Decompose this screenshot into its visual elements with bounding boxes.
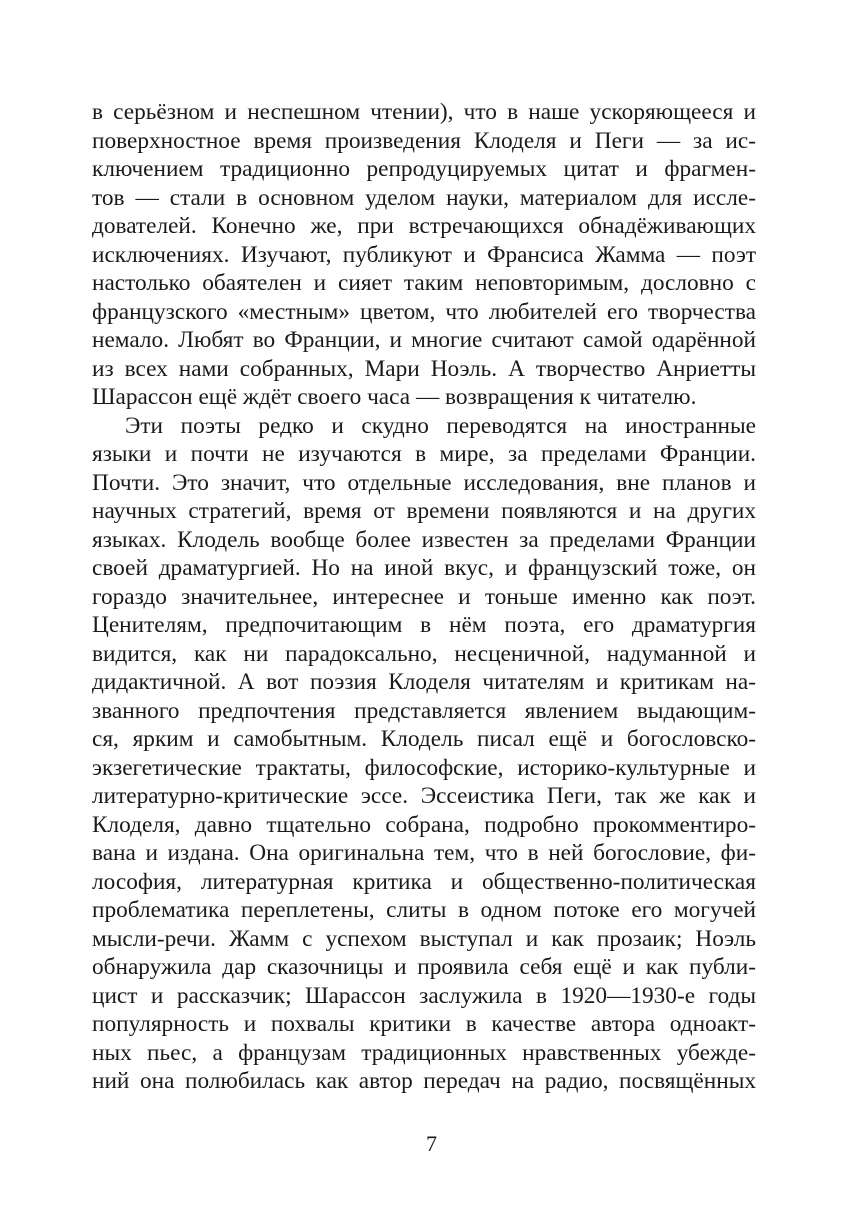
text-line: званного предпочтения представляется явлением выдающим-	[92, 697, 756, 724]
paragraph-1	[92, 98, 756, 412]
text-line: экзегетические трактаты, философские, историко-культурные и	[92, 754, 756, 781]
text-line: цист и рассказчик; Шарассон заслужила в 1920—1930-е годы	[92, 982, 756, 1009]
text-line: в серьёзном и неспешном чтении), что в наше ускоряющееся и	[92, 99, 756, 125]
text-line: мысли-речи. Жамм с успехом выступал и как прозаик; Ноэль	[92, 925, 756, 952]
text-line: ключением традиционно репродуцируемых цитат и фрагмен-	[92, 156, 756, 182]
text-line: настолько обаятелен и сияет таким неповторимым, дословно с	[92, 270, 756, 296]
body-text	[92, 98, 756, 1096]
text-line: немало. Любят во Франции, и многие считают самой одарённой	[92, 327, 756, 353]
text-line: исключениях. Изучают, публикуют и Франсиса Жамма — поэт	[92, 241, 756, 268]
text-line: своей драматургией. Но на иной вкус, и французский тоже, он	[92, 555, 756, 581]
paragraph-2	[92, 412, 756, 1096]
text-line: гораздо значительнее, интереснее и тоньше именно как поэт.	[92, 583, 756, 610]
text-line: дидактичной. А вот поэзия Клоделя читателям и критикам на-	[92, 669, 756, 695]
text-line: ся, ярким и самобытным. Клодель писал ещё и богословско-	[92, 726, 756, 752]
text-line: из всех нами собранных, Мари Ноэль. А творчество Анриетты	[92, 355, 756, 382]
text-line: проблематика переплетены, слиты в одном потоке его могучей	[92, 897, 756, 923]
text-line: ний она полюбилась как автор передач на радио, посвящённых	[92, 1068, 756, 1094]
text-line: Эти поэты редко и скудно переводятся на иностранные	[125, 412, 756, 439]
text-line: Почти. Это значит, что отдельные исследования, вне планов и	[92, 469, 756, 496]
text-line: популярность и похвалы критики в качестве автора одноакт-	[92, 1011, 756, 1037]
text-line: научных стратегий, время от времени появляются и на других	[92, 498, 756, 524]
text-line: языках. Клодель вообще более известен за пределами Франции	[92, 526, 756, 553]
text-line: Шарассон ещё ждёт своего часа — возвращения к читателю.	[92, 384, 697, 410]
text-line: тов — стали в основном уделом науки, материалом для иссле-	[92, 184, 756, 211]
text-line: Клоделя, давно тщательно собрана, подробно прокомментиро-	[92, 811, 756, 838]
text-line: поверхностное время произведения Клоделя и Пеги — за ис-	[92, 127, 756, 154]
text-line: ных пьес, а французам традиционных нравственных убежде-	[92, 1039, 756, 1066]
text-line: литературно-критические эссе. Эссеистика Пеги, так же как и	[92, 783, 756, 809]
text-line: видится, как ни парадоксально, несценичной, надуманной и	[92, 640, 756, 667]
text-line: обнаружила дар сказочницы и проявила себя ещё и как публи-	[92, 954, 756, 980]
page-number: 7	[426, 1131, 437, 1156]
text-line: Ценителям, предпочитающим в нём поэта, его драматургия	[92, 612, 756, 638]
text-line: лософия, литературная критика и общественно-политическая	[92, 868, 756, 895]
text-line: дователей. Конечно же, при встречающихся обнадёживающих	[92, 213, 756, 239]
text-line: вана и издана. Она оригинальна тем, что в ней богословие, фи-	[92, 840, 756, 866]
text-line: языки и почти не изучаются в мире, за пределами Франции.	[92, 441, 756, 467]
text-line: французского «местным» цветом, что любителей его творчества	[92, 298, 756, 325]
